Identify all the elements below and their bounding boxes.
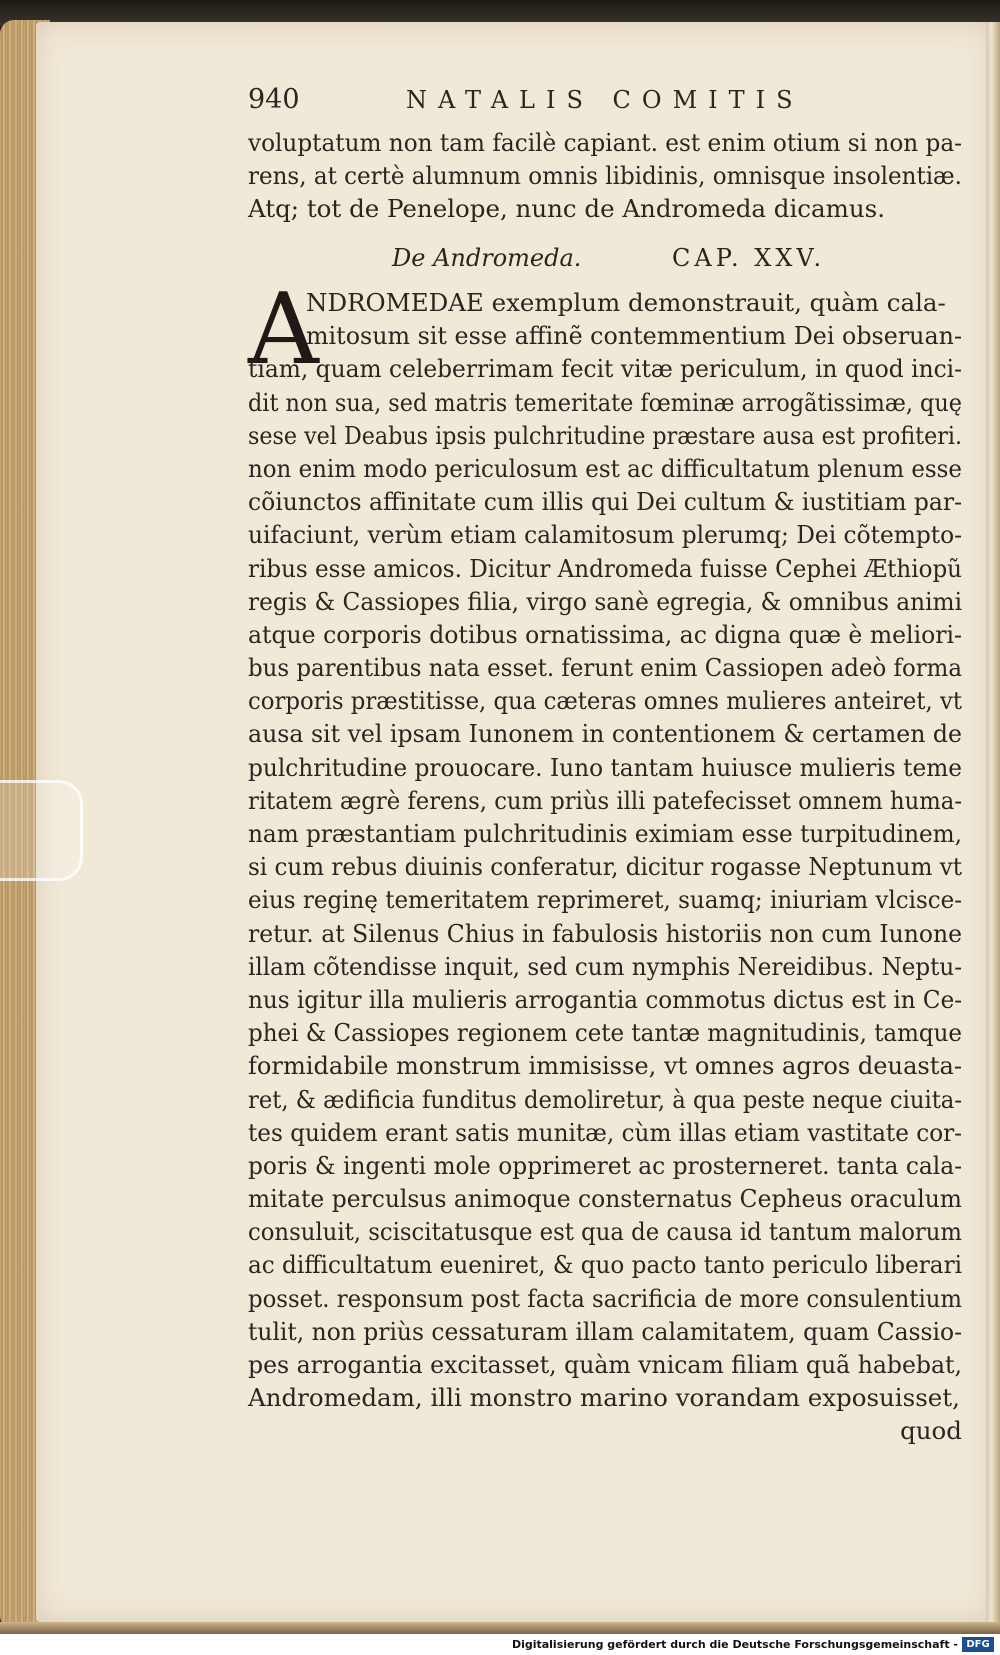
text-line: NDROMEDAE exemplum demonstrauit, quàm cala‑ [306,288,946,317]
drop-cap-initial: A [248,273,319,387]
text-line: regis & Cassiopes filia, virgo sanè egregia, & omnibus animi [248,586,962,616]
text-line: si cum rebus diuinis conferatur, dicitur rogasse Neptunum vt [248,852,962,882]
text-line: uifaciunt, verùm etiam calamitosum plerumq; Dei cõtempto‑ [248,520,962,550]
text-line: mitosum sit esse affinẽ contemmentium Dei obseruan‑ [306,321,962,351]
text-line: Atq; tot de Penelope, nunc de Andromeda dicamus. [248,194,885,223]
text-line: voluptatum non tam facilè capiant. est enim otium si non pa‑ [248,128,962,157]
text-line: retur. at Silenus Chius in fabulosis historiis non cum Iunone [248,918,962,948]
text-line: formidabile monstrum immisisse, vt omnes agros deuasta‑ [248,1051,962,1081]
text-line: eius reginę temeritatem reprimeret, suamq; iniuriam vlcisce‑ [248,885,962,915]
text-line: tulit, non priùs cessaturam illam calamitatem, quam Cassio‑ [248,1316,962,1346]
text-line: poris & ingenti mole opprimeret ac prosterneret. tanta cala‑ [248,1150,962,1180]
text-line: pes arrogantia excitasset, quàm vnicam filiam quã habebat, [248,1350,962,1379]
text-line: ritatem ægrè ferens, cum priùs illi patefecisset omnem huma‑ [248,785,962,815]
text-line: tes quidem erant satis munitæ, cùm illas etiam vastitate cor‑ [248,1117,962,1147]
text-line: nam præstantiam pulchritudinis eximiam esse turpitudinem, [248,819,962,848]
chapter-number: CAP. XXV. [672,244,826,272]
text-line: nus igitur illa mulieris arrogantia commotus dictus est in Ce‑ [248,984,962,1014]
text-line: ribus esse amicos. Dicitur Andromeda fuisse Cephei Æthiopũ [248,553,962,583]
opening-text [248,126,962,225]
text-line: rens, at certè alumnum omnis libidinis, omnisque insolentiæ. [248,161,962,190]
text-line: cõiunctos affinitate cum illis qui Dei cultum & iustitiam par‑ [248,487,962,517]
text-line: dit non sua, sed matris temeritate fœminæ arrogãtissimæ, quę [248,387,962,417]
chapter-subject: De Andromeda. [392,244,582,272]
text-line: phei & Cassiopes regionem cete tantæ magnitudinis, tamque [248,1018,962,1048]
text-line: ac difficultatum eueniret, & quo pacto tanto periculo liberari [248,1250,962,1280]
text-line: tiam, quam celeberrimam fecit vitæ periculum, in quod inci‑ [248,354,962,384]
text-line: non enim modo periculosum est ac difficultatum plenum esse [248,453,962,483]
page-number: 940 [248,84,300,115]
text-line: sese vel Deabus ipsis pulchritudine præstare ausa est profiteri. [248,420,962,450]
book-right-edge [986,22,1000,1627]
chapter-body [248,273,962,1448]
text-line: Andromedam, illi monstro marino vorandam exposuisset, [248,1383,960,1413]
book-bottom-edge [0,1622,1000,1634]
text-line: corporis præstitisse, qua cæteras omnes mulieres anteiret, vt [248,686,962,716]
text-line: pulchritudine prouocare. Iuno tantam huiusce mulieris teme [248,752,962,782]
text-line: consuluit, sciscitatusque est qua de causa id tantum malorum [248,1217,962,1247]
dfg-logo-icon: DFG [962,1637,994,1652]
text-line: illam cõtendisse inquit, sed cum nymphis Nereidibus. Neptu‑ [248,951,962,981]
digitization-footer [0,1634,1000,1655]
text-line: atque corporis dotibus ornatissima, ac digna quæ è meliori‑ [248,619,962,649]
page-clip [0,780,83,881]
catchword: quod [900,1416,962,1446]
funding-credit: Digitalisierung gefördert durch die Deutsche Forschungsgemeinschaft - [511,1638,958,1651]
chapter-heading [392,244,872,278]
text-line: bus parentibus nata esset. ferunt enim Cassiopen adeò forma [248,653,962,683]
text-line: mitate perculsus animoque consternatus Cepheus oraculum [248,1184,962,1214]
text-line: ret, & ædificia funditus demoliretur, à qua peste neque ciuita‑ [248,1084,962,1114]
running-title: NATALIS COMITIS [406,86,804,114]
text-line: ausa sit vel ipsam Iunonem in contentionem & certamen de [248,719,962,749]
running-head [248,84,808,120]
text-line: posset. responsum post facta sacrificia de more consulentium [248,1283,962,1313]
